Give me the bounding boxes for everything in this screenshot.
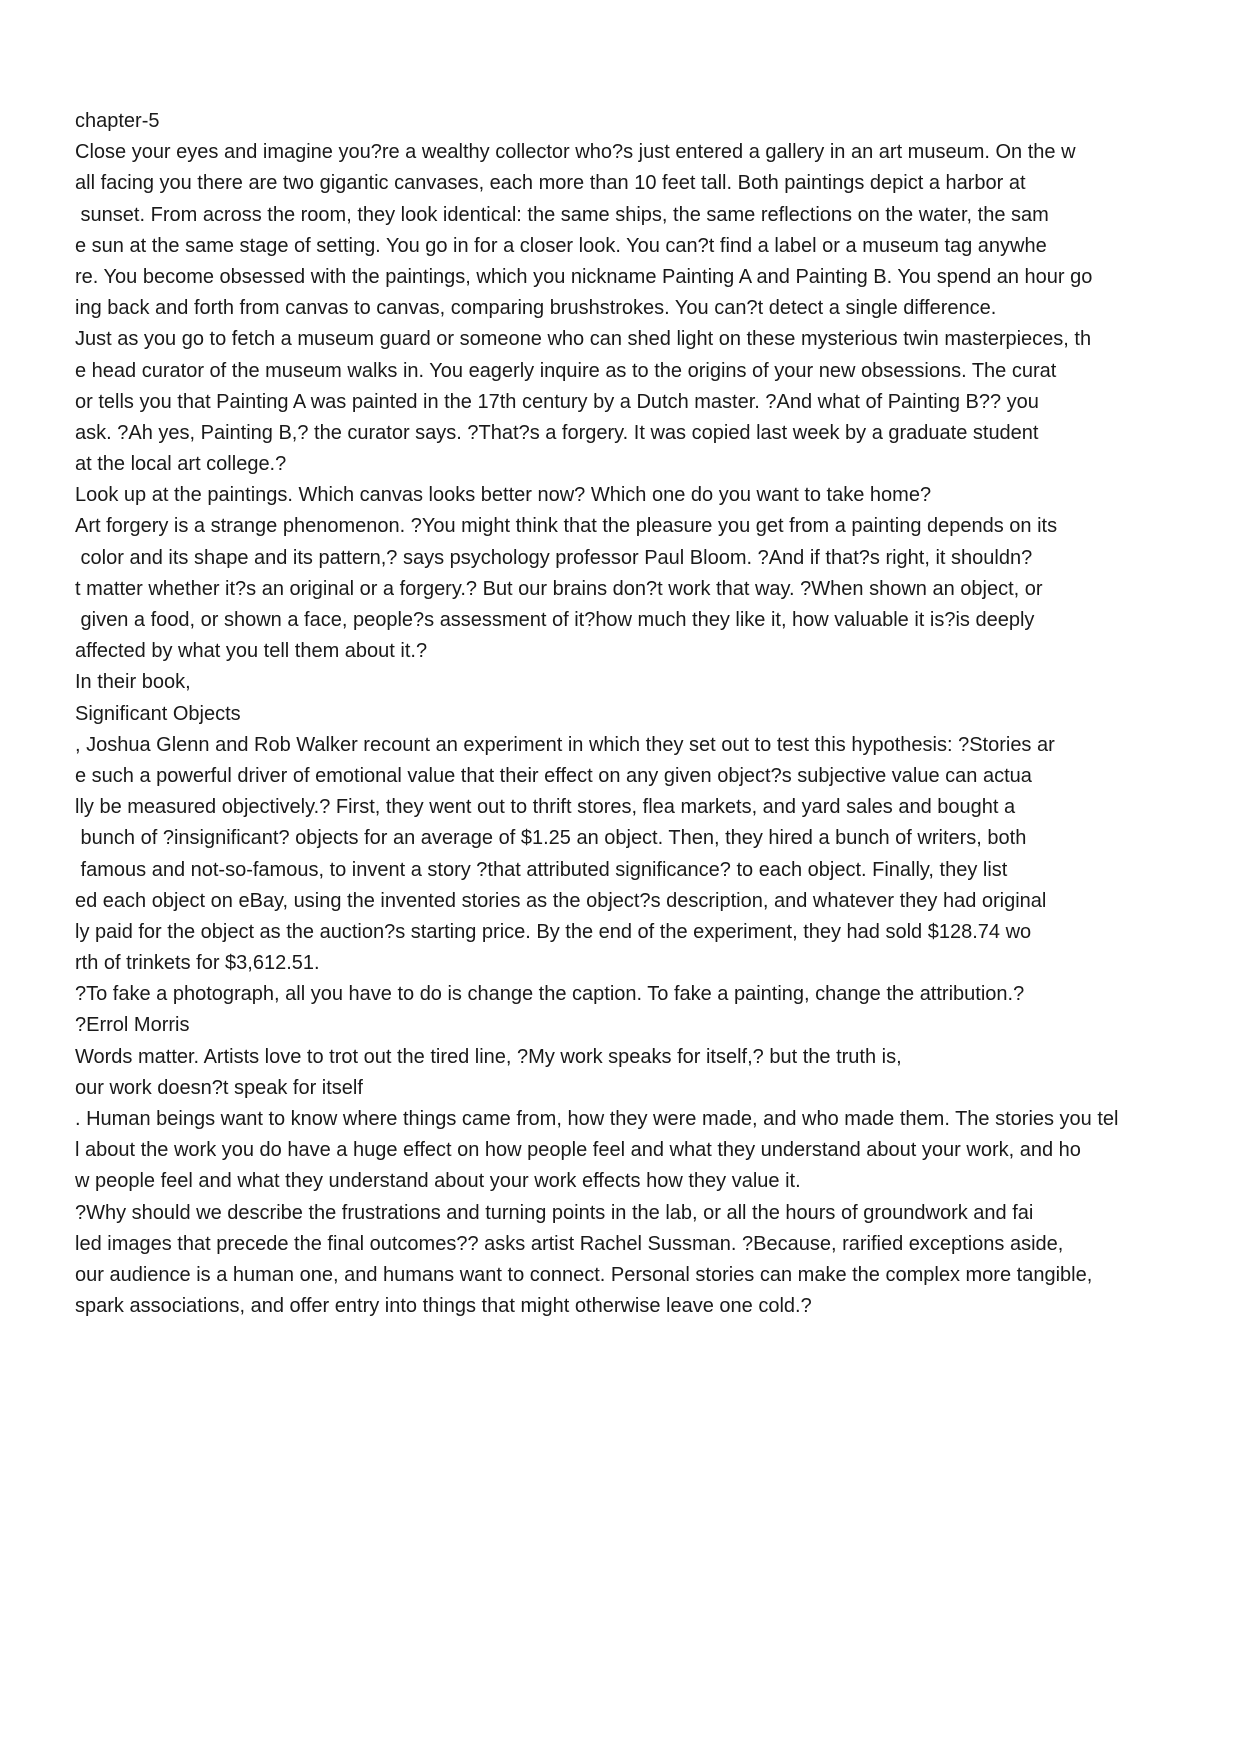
quote-line: ?To fake a photograph, all you have to do is change the caption. To fake a painting, change the attribution.?: [75, 983, 1025, 1006]
chapter-heading: chapter-5: [75, 110, 160, 132]
text-line: lly be measured objectively.? First, they went out to thrift stores, flea markets, and yard sales and bought a: [75, 796, 1016, 819]
text-line: Words matter. Artists love to trot out the tired line, ?My work speaks for itself,? but the truth is,: [75, 1045, 902, 1068]
quote-attribution: ?Errol Morris: [75, 1014, 190, 1037]
text-line: ing back and forth from canvas to canvas, comparing brushstrokes. You can?t detect a single difference.: [75, 297, 997, 320]
text-line: spark associations, and offer entry into things that might otherwise leave one cold.?: [75, 1295, 812, 1318]
text-line: ask. ?Ah yes, Painting B,? the curator says. ?That?s a forgery. It was copied last week by a graduate student: [75, 421, 1039, 444]
text-line: led images that precede the final outcomes?? asks artist Rachel Sussman. ?Because, rarified exceptions aside,: [75, 1232, 1064, 1255]
text-line: Look up at the paintings. Which canvas looks better now? Which one do you want to take home?: [75, 484, 932, 507]
text-line: ?Why should we describe the frustrations and turning points in the lab, or all the hours of groundwork and fai: [75, 1201, 1034, 1224]
text-line: e sun at the same stage of setting. You go in for a closer look. You can?t find a label or a museum tag anywhe: [75, 234, 1047, 257]
text-line: our audience is a human one, and humans want to connect. Personal stories can make the complex more tangible,: [75, 1263, 1093, 1286]
text-line: In their book,: [75, 671, 191, 694]
text-line: at the local art college.?: [75, 453, 287, 476]
emphasis-line: our work doesn?t speak for itself: [75, 1076, 363, 1099]
text-line: t matter whether it?s an original or a forgery.? But our brains don?t work that way. ?When shown an object, or: [75, 577, 1043, 600]
text-line: Just as you go to fetch a museum guard or someone who can shed light on these mysterious twin masterpieces, th: [75, 328, 1092, 351]
text-line: color and its shape and its pattern,? says psychology professor Paul Bloom. ?And if that?s right, it shouldn?: [75, 546, 1033, 569]
text-line: Close your eyes and imagine you?re a wealthy collector who?s just entered a gallery in an art museum. On the w: [75, 141, 1076, 164]
text-line: . Human beings want to know where things came from, how they were made, and who made them. The stories you tel: [75, 1108, 1119, 1130]
document-text: [75, 106, 1215, 1322]
text-line: w people feel and what they understand about your work effects how they value it.: [75, 1170, 801, 1193]
text-line: all facing you there are two gigantic canvases, each more than 10 feet tall. Both paintings depict a harbor at: [75, 172, 1026, 195]
text-line: affected by what you tell them about it.?: [75, 640, 428, 663]
text-line: rth of trinkets for $3,612.51.: [75, 952, 320, 975]
text-line: given a food, or shown a face, people?s assessment of it?how much they like it, how valuable it is?is deeply: [75, 609, 1035, 631]
book-title: Significant Objects: [75, 702, 241, 725]
text-line: bunch of ?insignificant? objects for an average of $1.25 an object. Then, they hired a bunch of writers, both: [75, 827, 1027, 850]
text-line: , Joshua Glenn and Rob Walker recount an experiment in which they set out to test this hypothesis: ?Stories ar: [75, 733, 1055, 756]
text-line: sunset. From across the room, they look identical: the same ships, the same reflections on the water, the sam: [75, 203, 1049, 226]
text-line: or tells you that Painting A was painted in the 17th century by a Dutch master. ?And what of Painting B?? you: [75, 390, 1039, 413]
text-line: e head curator of the museum walks in. You eagerly inquire as to the origins of your new obsessions. The curat: [75, 359, 1057, 382]
text-line: l about the work you do have a huge effect on how people feel and what they understand about your work, and ho: [75, 1139, 1081, 1162]
text-line: famous and not-so-famous, to invent a story ?that attributed significance? to each object. Finally, they list: [75, 858, 1008, 881]
text-line: re. You become obsessed with the paintings, which you nickname Painting A and Painting B. You spend an hour go: [75, 265, 1093, 288]
text-line: Art forgery is a strange phenomenon. ?You might think that the pleasure you get from a painting depends on its: [75, 515, 1058, 538]
text-line: e such a powerful driver of emotional value that their effect on any given object?s subjective value can actua: [75, 764, 1032, 787]
text-line: ed each object on eBay, using the invented stories as the object?s description, and whatever they had original: [75, 889, 1047, 912]
text-line: ly paid for the object as the auction?s starting price. By the end of the experiment, they had sold $128.74 wo: [75, 920, 1032, 943]
